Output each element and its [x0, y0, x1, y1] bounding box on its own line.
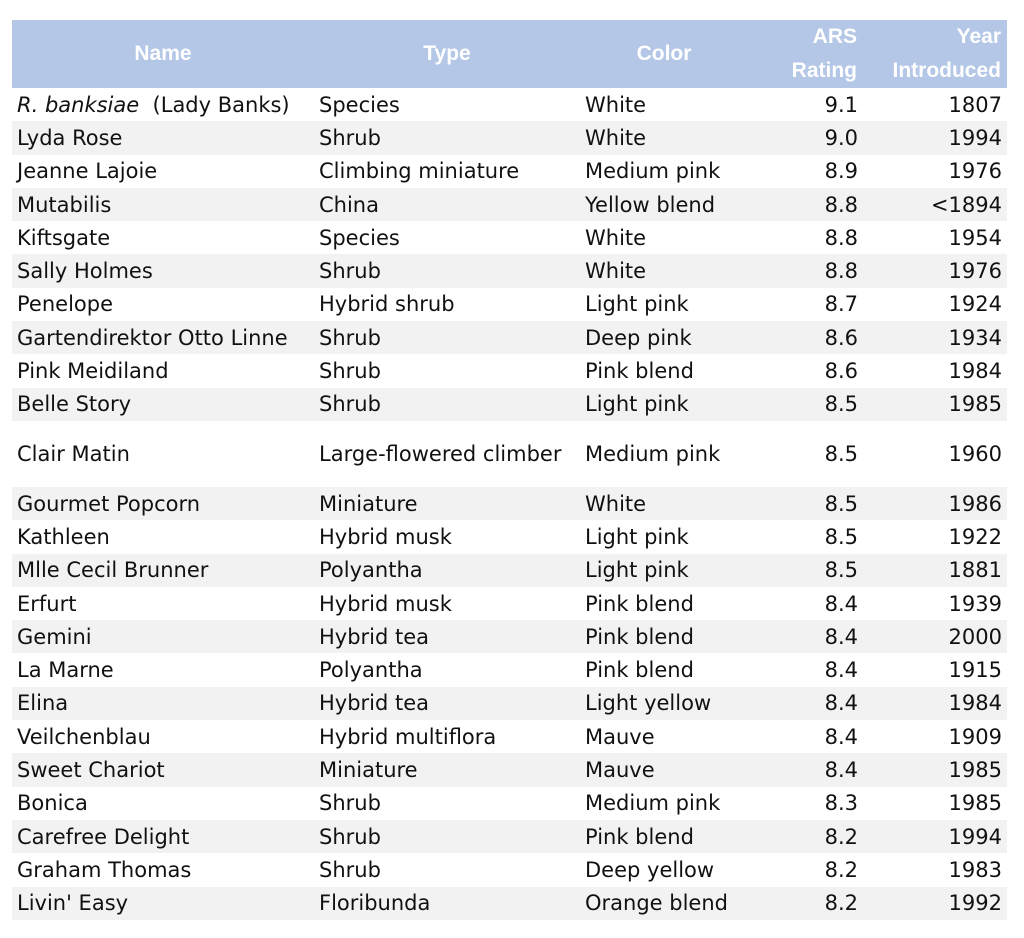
- cell-color: Pink blend: [585, 658, 694, 683]
- cell-color: White: [585, 259, 647, 284]
- cell-year: 1994: [948, 824, 1002, 849]
- cell-type: Hybrid shrub: [319, 292, 455, 317]
- cell-rating: 8.9: [824, 159, 858, 184]
- cell-color: Light pink: [585, 392, 689, 417]
- table-row: [12, 820, 1007, 853]
- cell-type: Shrub: [319, 392, 381, 417]
- cell-rating: 8.4: [824, 691, 858, 716]
- table-row: [12, 853, 1007, 886]
- cell-color: Yellow blend: [585, 192, 716, 217]
- cell-type: Hybrid musk: [319, 591, 452, 616]
- cell-color: Pink blend: [585, 624, 694, 649]
- cell-rating: 8.4: [824, 724, 858, 749]
- cell-color: Medium pink: [585, 441, 721, 466]
- cell-rating: 8.4: [824, 658, 858, 683]
- cell-name: Penelope: [17, 292, 113, 317]
- cell-type: Polyantha: [319, 558, 423, 583]
- table-row: [12, 520, 1007, 553]
- table-row: [12, 188, 1007, 221]
- scientific-name: R. banksiae: [17, 92, 140, 117]
- cell-name: Sweet Chariot: [17, 757, 165, 782]
- cell-type: Floribunda: [319, 891, 431, 916]
- cell-name: Gemini: [17, 624, 92, 649]
- cell-name: [12, 88, 314, 121]
- header-year-line1: Year: [956, 25, 1001, 48]
- table-row: [12, 121, 1007, 154]
- table-row: [12, 620, 1007, 653]
- cell-type: Miniature: [319, 757, 418, 782]
- table-row: [12, 388, 1007, 421]
- cell-name: Kiftsgate: [17, 225, 111, 250]
- cell-name: Mlle Cecil Brunner: [17, 558, 209, 583]
- cell-color: White: [585, 125, 647, 150]
- header-row: [12, 20, 1007, 88]
- table-row: [12, 753, 1007, 786]
- table-row: [12, 487, 1007, 520]
- cell-name: Mutabilis: [17, 192, 112, 217]
- cell-type: Shrub: [319, 259, 381, 284]
- table-row: [12, 887, 1007, 920]
- cell-rating: 8.7: [824, 292, 858, 317]
- cell-type: Hybrid tea: [319, 691, 430, 716]
- cell-type: Species: [319, 92, 400, 117]
- table-row: [12, 653, 1007, 686]
- cell-type: China: [319, 192, 379, 217]
- cell-type: Shrub: [319, 125, 381, 150]
- cell-name: Kathleen: [17, 524, 110, 549]
- header-year-line2: Introduced: [892, 59, 1001, 82]
- cell-year: 1807: [948, 92, 1002, 117]
- cell-year: 1881: [948, 558, 1002, 583]
- cell-year: 1976: [948, 159, 1002, 184]
- cell-rating: 8.5: [824, 558, 858, 583]
- table-row: [12, 687, 1007, 720]
- cell-color: White: [585, 225, 647, 250]
- header-rating-line1: ARS: [812, 25, 857, 48]
- cell-color: Deep pink: [585, 325, 692, 350]
- cell-year: 1960: [948, 441, 1002, 466]
- cell-name: Livin' Easy: [17, 891, 129, 916]
- common-name: (Lady Banks): [152, 92, 290, 117]
- cell-color: Light pink: [585, 292, 689, 317]
- cell-year: 1985: [948, 392, 1002, 417]
- cell-type: Shrub: [319, 359, 381, 384]
- cell-year: 1954: [948, 225, 1002, 250]
- cell-type: Species: [319, 225, 400, 250]
- cell-color: Medium pink: [585, 159, 721, 184]
- cell-rating: 8.5: [824, 491, 858, 516]
- cell-rating: 8.2: [824, 824, 858, 849]
- cell-name: Elina: [17, 691, 69, 716]
- cell-year: <1894: [930, 192, 1002, 217]
- cell-name: Belle Story: [17, 392, 132, 417]
- cell-type: Climbing miniature: [319, 159, 520, 184]
- cell-rating: 8.6: [824, 325, 858, 350]
- table-row: [12, 587, 1007, 620]
- cell-color: Pink blend: [585, 824, 694, 849]
- cell-rating: 8.6: [824, 359, 858, 384]
- table-row: [12, 254, 1007, 287]
- cell-year: 1986: [948, 491, 1002, 516]
- cell-year: 1994: [948, 125, 1002, 150]
- cell-color: White: [585, 491, 647, 516]
- cell-year: 1939: [948, 591, 1002, 616]
- header-name: Name: [134, 42, 192, 65]
- table-row: [12, 720, 1007, 753]
- cell-name: Pink Meidiland: [17, 359, 169, 384]
- cell-color: Light yellow: [585, 691, 712, 716]
- cell-name: Carefree Delight: [17, 824, 190, 849]
- cell-rating: 9.0: [824, 125, 858, 150]
- cell-type: Large-flowered climber: [319, 441, 562, 466]
- cell-rating: 8.8: [824, 259, 858, 284]
- cell-year: 1984: [948, 359, 1002, 384]
- header-color: Color: [636, 42, 692, 65]
- cell-color: Medium pink: [585, 791, 721, 816]
- table-row: [12, 787, 1007, 820]
- cell-type: Polyantha: [319, 658, 423, 683]
- table-row: [12, 554, 1007, 587]
- cell-rating: 8.2: [824, 891, 858, 916]
- cell-rating: 8.8: [824, 225, 858, 250]
- table-row: [12, 88, 1007, 121]
- cell-name: Erfurt: [17, 591, 77, 616]
- table-row: [12, 354, 1007, 387]
- cell-rating: 8.4: [824, 757, 858, 782]
- cell-color: Light pink: [585, 524, 689, 549]
- table-row: [12, 321, 1007, 354]
- cell-type: Miniature: [319, 491, 418, 516]
- rose-ratings-table: [12, 20, 1007, 920]
- cell-name: Sally Holmes: [17, 259, 153, 284]
- cell-type: Hybrid tea: [319, 624, 430, 649]
- cell-rating: 8.4: [824, 624, 858, 649]
- cell-color: Deep yellow: [585, 857, 715, 882]
- cell-type: Hybrid multiflora: [319, 724, 497, 749]
- header-rating-line2: Rating: [791, 59, 857, 82]
- cell-color: Light pink: [585, 558, 689, 583]
- cell-type: Shrub: [319, 824, 381, 849]
- cell-color: Pink blend: [585, 359, 694, 384]
- table-row: [12, 288, 1007, 321]
- cell-year: 1934: [948, 325, 1002, 350]
- cell-color: Pink blend: [585, 591, 694, 616]
- table-row: [12, 421, 1007, 487]
- cell-year: 1924: [948, 292, 1002, 317]
- cell-type: Shrub: [319, 791, 381, 816]
- header-year-introduced: [863, 20, 1007, 88]
- cell-rating: 8.5: [824, 524, 858, 549]
- cell-rating: 8.2: [824, 857, 858, 882]
- cell-type: Shrub: [319, 857, 381, 882]
- cell-rating: 8.4: [824, 591, 858, 616]
- cell-name: Gourmet Popcorn: [17, 491, 201, 516]
- cell-name: Veilchenblau: [17, 724, 151, 749]
- cell-name: La Marne: [17, 658, 114, 683]
- cell-type: Shrub: [319, 325, 381, 350]
- cell-rating: 9.1: [824, 92, 858, 117]
- cell-rating: 8.5: [824, 392, 858, 417]
- cell-year: 1992: [948, 891, 1002, 916]
- cell-year: 1984: [948, 691, 1002, 716]
- header-type: Type: [423, 42, 471, 65]
- cell-type: Hybrid musk: [319, 524, 452, 549]
- cell-year: 1915: [948, 658, 1002, 683]
- table-row: [12, 221, 1007, 254]
- cell-name: Bonica: [17, 791, 88, 816]
- cell-name: Graham Thomas: [17, 857, 192, 882]
- cell-year: 2000: [948, 624, 1002, 649]
- cell-color: White: [585, 92, 647, 117]
- table-row: [12, 155, 1007, 188]
- cell-year: 1983: [948, 857, 1002, 882]
- cell-year: 1909: [948, 724, 1002, 749]
- cell-color: Mauve: [585, 757, 655, 782]
- cell-color: Orange blend: [585, 891, 728, 916]
- cell-name: Jeanne Lajoie: [17, 159, 158, 184]
- cell-year: 1976: [948, 259, 1002, 284]
- cell-name: Gartendirektor Otto Linne: [17, 325, 288, 350]
- header-ars-rating: [748, 20, 863, 88]
- cell-rating: 8.8: [824, 192, 858, 217]
- cell-year: 1922: [948, 524, 1002, 549]
- cell-rating: 8.5: [824, 441, 858, 466]
- cell-year: 1985: [948, 757, 1002, 782]
- cell-rating: 8.3: [824, 791, 858, 816]
- cell-year: 1985: [948, 791, 1002, 816]
- cell-name: Clair Matin: [17, 441, 130, 466]
- cell-name: Lyda Rose: [17, 125, 123, 150]
- cell-color: Mauve: [585, 724, 655, 749]
